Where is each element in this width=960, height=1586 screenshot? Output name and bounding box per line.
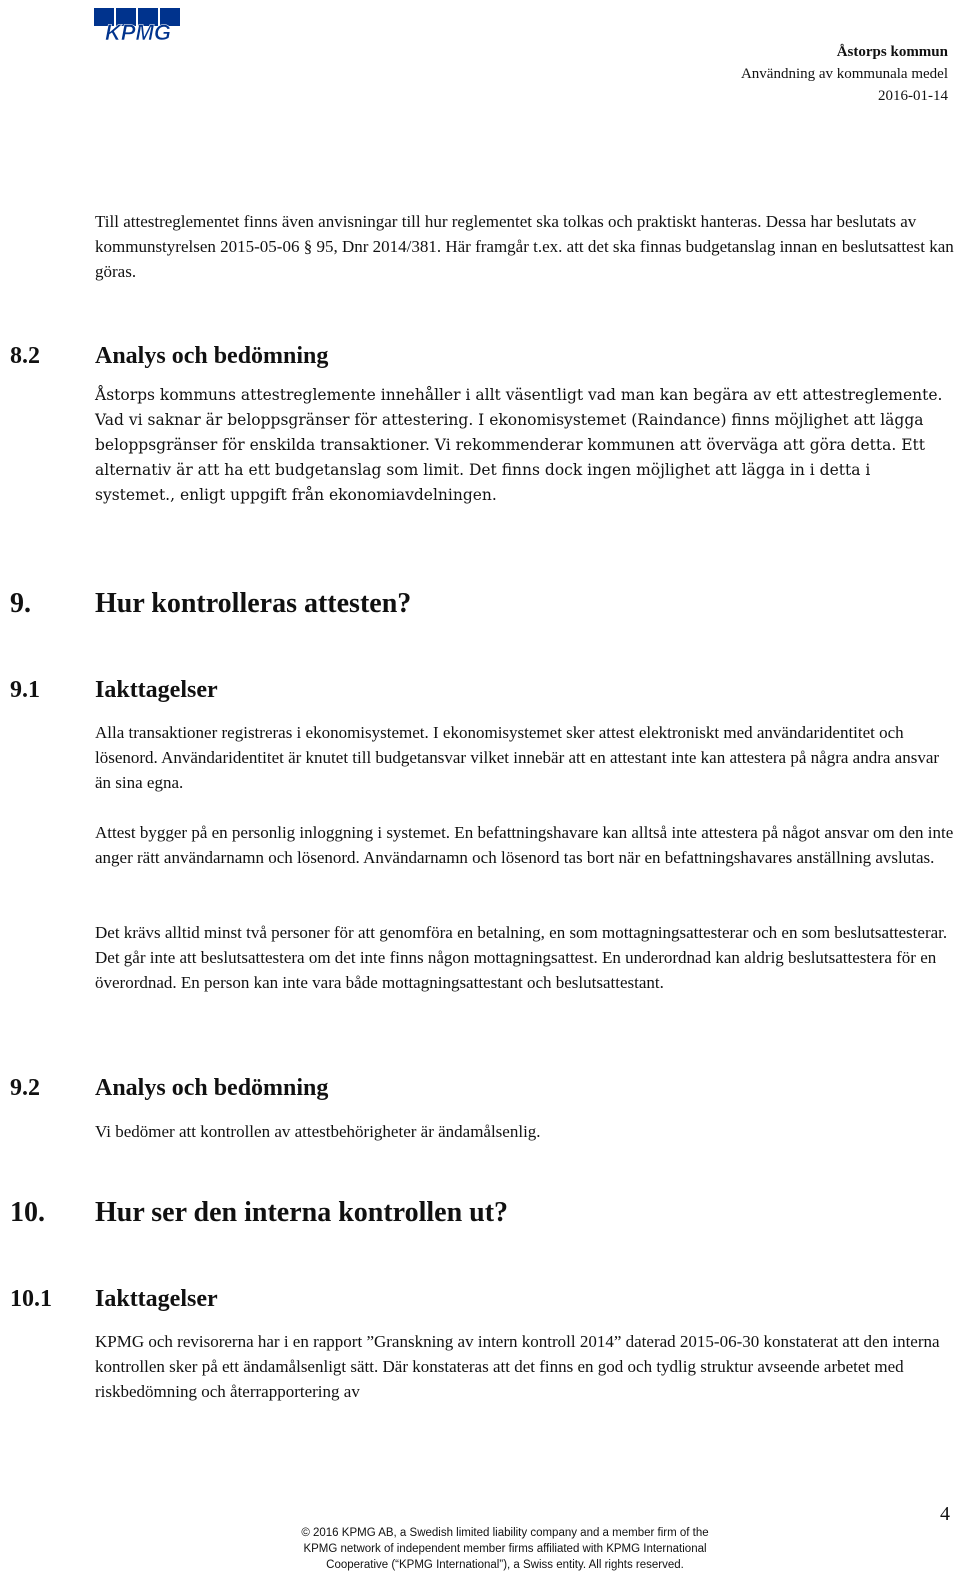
section-10-1-text: KPMG och revisorerna har i en rapport ”Granskning av intern kontroll 2014” daterad 2015-06-30 konstaterat att den interna kontrollen sker på ett ändamålsenligt sätt. Där konstateras att det finns en god och tydlig struktur avseende arbetet med riskbedömning och återrapportering av (95, 1332, 940, 1401)
section-8-2-number: 8.2 (10, 343, 40, 369)
kpmg-logo-text: KPMG (105, 20, 171, 42)
section-9-number: 9. (10, 588, 31, 619)
page-number: 4 (940, 1503, 950, 1525)
section-8-2-title: Analys och bedömning (95, 343, 329, 369)
header-date: 2016-01-14 (878, 88, 948, 104)
section-10-number: 10. (10, 1197, 45, 1228)
header-report-title: Användning av kommunala medel (740, 66, 948, 82)
header-company: Åstorps kommun (836, 44, 948, 60)
kpmg-logo (92, 6, 184, 42)
section-9-2-title: Analys och bedömning (95, 1075, 329, 1101)
footer-line-1: © 2016 KPMG AB, a Swedish limited liability company and a member firm of the (301, 1527, 709, 1539)
footer-line-3: Cooperative (“KPMG International”), a Swiss entity. All rights reserved. (326, 1559, 684, 1571)
section-8-2-text: Åstorps kommuns attestreglemente innehåller i allt väsentligt vad man kan begära av ett attestreglemente. Vad vi saknar är beloppsgränser för attestering. I ekonomisystemet (Raindance) finns möjlighet att lägga beloppsgränser för enskilda transaktioner. Vi rekommenderar kommunen att överväga att göra detta. Ett alternativ är att ha ett budgetanslag som limit. Det finns dock ingen möjlighet att lägga in i detta i systemet., enligt uppgift från ekonomiavdelningen. (95, 386, 943, 504)
section-9-2-number: 9.2 (10, 1075, 40, 1101)
intro-paragraph: Till attestreglementet finns även anvisningar till hur reglementet ska tolkas och praktiskt hanteras. Dessa har beslutats av kommunstyrelsen 2015-05-06 § 95, Dnr 2014/381. Här framgår t.ex. att det ska finnas budgetanslag innan en beslutsattest kan göras. (95, 212, 954, 281)
footer-copyright (255, 1525, 755, 1573)
section-9-1-title: Iakttagelser (95, 677, 218, 703)
section-9-1-number: 9.1 (10, 677, 40, 703)
section-9-1-paragraph-3: Det krävs alltid minst två personer för att genomföra en betalning, en som mottagningsattesterar och en som beslutsattesterar. Det går inte att beslutsattestera om det inte finns någon mottagningsattest. En underordnad kan aldrig beslutsattestera för en överordnad. En person kan inte vara både mottagningsattestant och beslutsattestant. (95, 923, 948, 992)
section-10-title: Hur ser den interna kontrollen ut? (95, 1197, 509, 1228)
section-10-1-title: Iakttagelser (95, 1286, 218, 1312)
section-9-1-paragraph-2: Attest bygger på en personlig inloggning i systemet. En befattningshavare kan alltså inte attestera på något ansvar om den inte anger rätt användarnamn och lösenord. Användarnamn och lösenord tas bort när en befattningshavares anställning avslutas. (95, 823, 954, 867)
section-9-title: Hur kontrolleras attesten? (95, 588, 412, 619)
footer-line-2: KPMG network of independent member firms affiliated with KPMG International (303, 1543, 707, 1555)
kpmg-logo-graphic (92, 6, 184, 42)
section-9-2-text: Vi bedömer att kontrollen av attestbehörigheter är ändamålsenlig. (95, 1122, 541, 1141)
section-9-1-paragraph-1: Alla transaktioner registreras i ekonomisystemet. I ekonomisystemet sker attest elektroniskt med användaridentitet och lösenord. Användaridentitet är knutet till budgetansvar vilket innebär att en attestant inte kan attestera på några andra ansvar än sina egna. (95, 723, 940, 792)
section-10-1-number: 10.1 (10, 1286, 52, 1312)
